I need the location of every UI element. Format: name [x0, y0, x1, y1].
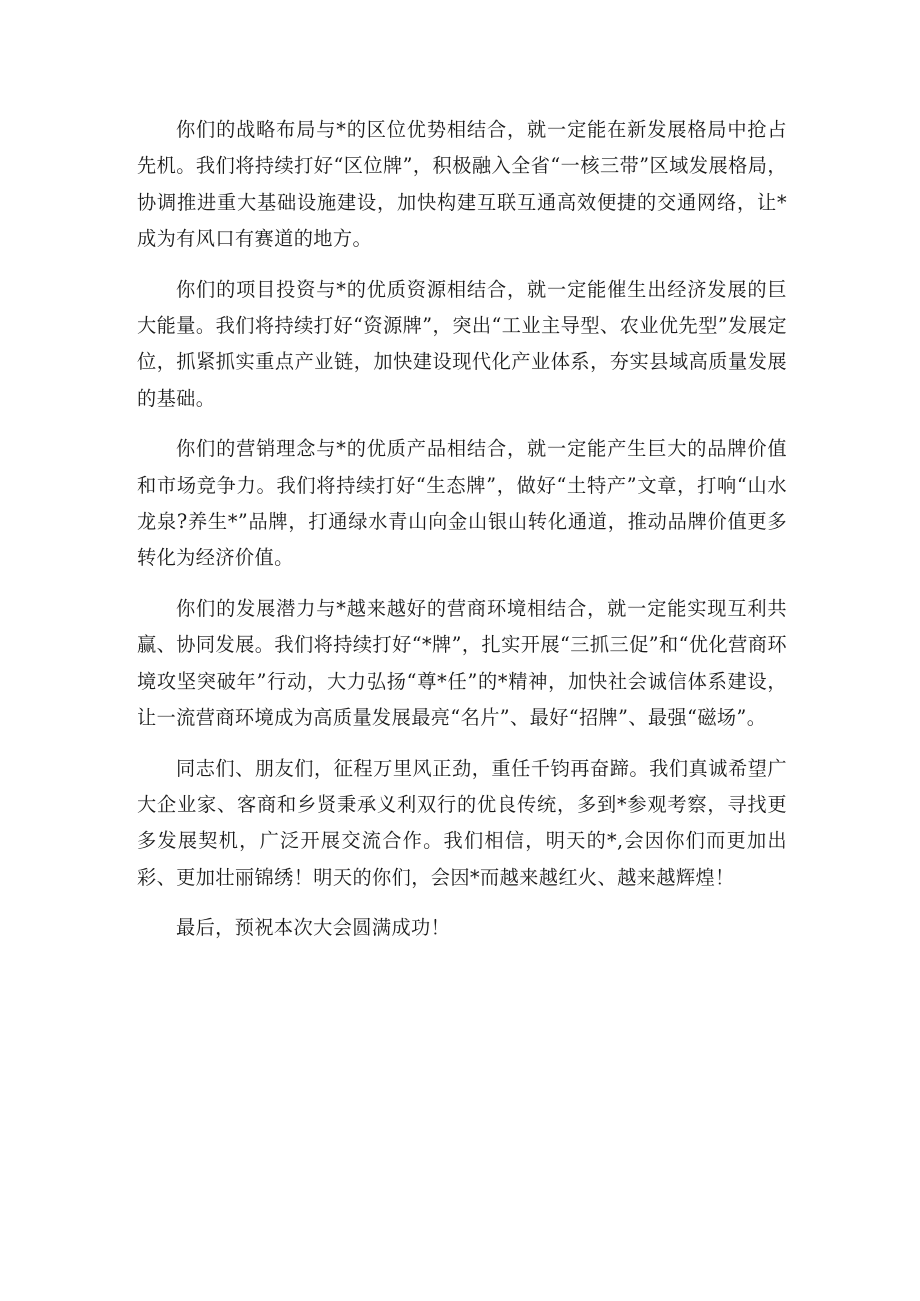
paragraph-invitation: 同志们、朋友们，征程万里风正劲，重任千钧再奋蹄。我们真诚希望广大企业家、客商和乡贤秉承义利双行的优良传统，多到*参观考察，寻找更多发展契机，广泛开展交流合作。我们相信，明天的*,会因你们而更加出彩、更加壮丽锦绣！明天的你们，会因*而越来越红火、越来越辉煌！ — [137, 756, 787, 889]
paragraph-resource-advantage: 你们的项目投资与*的优质资源相结合，就一定能催生出经济发展的巨大能量。我们将持续打好“资源牌”，突出“工业主导型、农业优先型”发展定位，抓紧抓实重点产业链，加快建设现代化产业体系，夯实县域高质量发展的基础。 — [137, 277, 787, 410]
paragraph-closing: 最后，预祝本次大会圆满成功！ — [176, 916, 451, 940]
paragraph-business-environment: 你们的发展潜力与*越来越好的营商环境相结合，就一定能实现互利共赢、协同发展。我们将持续打好“*牌”，扎实开展“三抓三促”和“优化营商环境攻坚突破年”行动，大力弘扬“尊*任”的*精神，加快社会诚信体系建设，让一流营商环境成为高质量发展最亮“名片”、最好“招牌”、最强“磁场”。 — [137, 596, 787, 730]
document-body — [137, 112, 787, 961]
paragraph-location-advantage: 你们的战略布局与*的区位优势相结合，就一定能在新发展格局中抢占先机。我们将持续打好“区位牌”，积极融入全省“一核三带”区域发展格局，协调推进重大基础设施建设，加快构建互联互通高效便捷的交通网络，让*成为有风口有赛道的地方。 — [137, 118, 787, 251]
paragraph-ecology-brand: 你们的营销理念与*的优质产品相结合，就一定能产生巨大的品牌价值和市场竞争力。我们将持续打好“生态牌”，做好“土特产”文章，打响“山水龙泉?养生*”品牌，打通绿水青山向金山银山转化通道，推动品牌价值更多转化为经济价值。 — [137, 437, 787, 570]
